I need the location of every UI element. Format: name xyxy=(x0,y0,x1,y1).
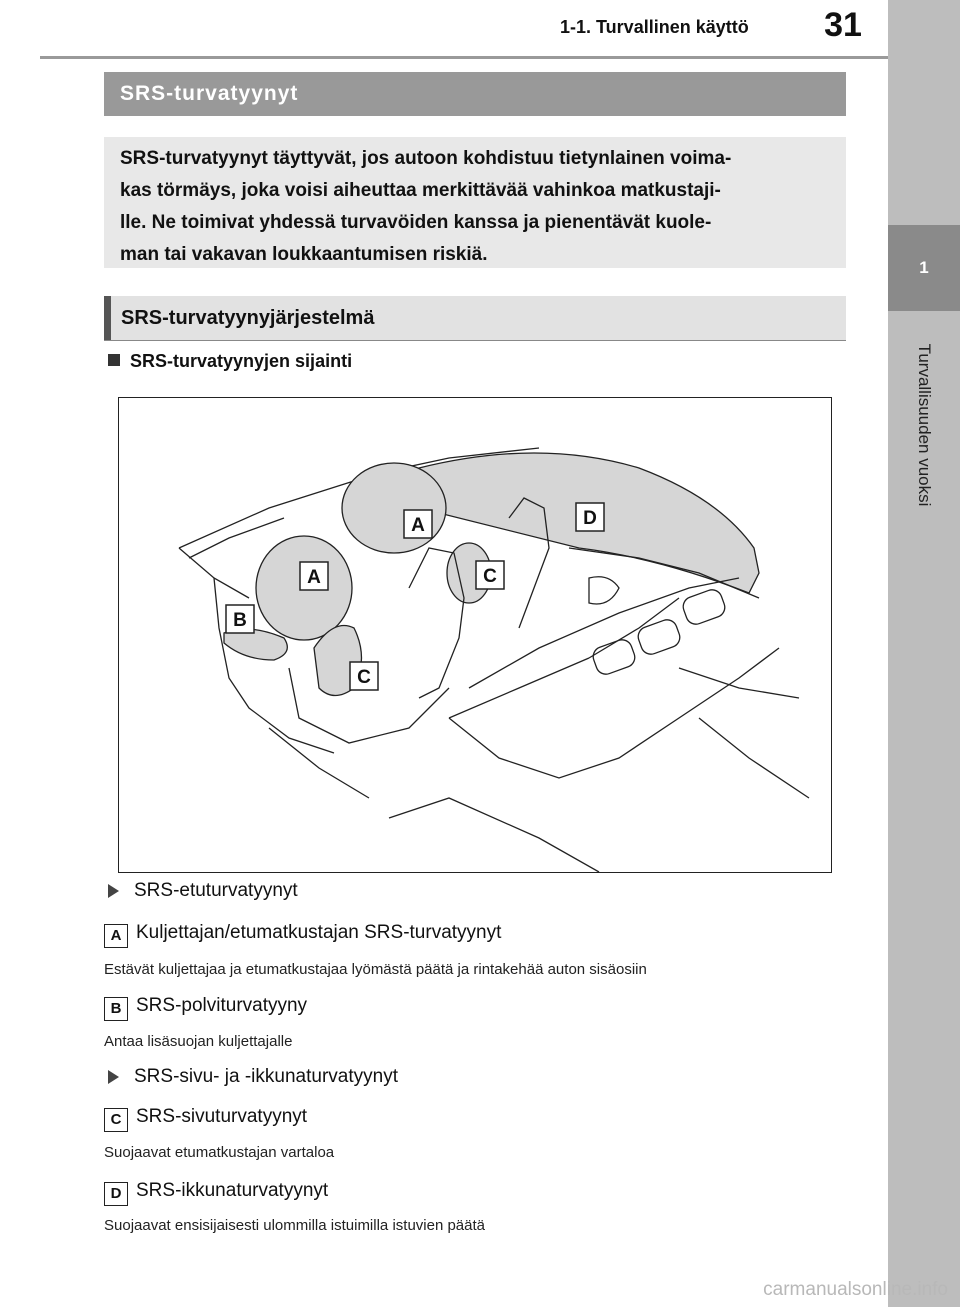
group-title: SRS-sivu- ja -ikkunaturvatyynyt xyxy=(134,1066,398,1087)
group-heading-front xyxy=(104,880,298,902)
header-divider xyxy=(40,56,888,59)
section-divider xyxy=(104,340,846,341)
legend-label: Kuljettajan/etumatkustajan SRS-turvatyynyt xyxy=(136,922,502,943)
triangle-bullet-icon xyxy=(108,884,119,898)
intro-line: kas törmäys, joka voisi aiheuttaa merkittävää vahinkoa matkustaji- xyxy=(120,180,721,201)
legend-label: SRS-polviturvatyyny xyxy=(136,995,308,1016)
callout-label: A xyxy=(411,515,425,536)
legend-description: Antaa lisäsuojan kuljettajalle xyxy=(104,1033,293,1050)
chapter-title-vertical: Turvallisuuden vuoksi xyxy=(915,343,934,507)
legend-label: SRS-sivuturvatyynyt xyxy=(136,1106,308,1127)
watermark: carmanualsonline.info xyxy=(763,1279,948,1300)
group-title: SRS-etuturvatyynyt xyxy=(134,880,298,901)
key-box: B xyxy=(104,997,128,1021)
intro-line: lle. Ne toimivat yhdessä turvavöiden kanssa ja pienentävät kuole- xyxy=(120,212,712,233)
side-tab xyxy=(888,0,960,1307)
airbag-location-illustration xyxy=(118,397,832,873)
callout-label: D xyxy=(583,508,597,529)
section-heading xyxy=(104,296,846,340)
page-title xyxy=(104,72,846,116)
key-box: D xyxy=(104,1182,128,1206)
section-header: 1-1. Turvallinen käyttö xyxy=(560,17,749,37)
callout-c-passenger xyxy=(476,561,504,589)
legend-description: Estävät kuljettajaa ja etumatkustajaa lyömästä päätä ja rintakehää auton sisäosiin xyxy=(104,961,647,978)
callout-c-driver xyxy=(350,662,378,690)
car-interior-drawing xyxy=(119,398,831,872)
subheading xyxy=(108,351,352,372)
callout-a-driver xyxy=(300,562,328,590)
callout-a-passenger xyxy=(404,510,432,538)
legend-item-d xyxy=(104,1180,328,1206)
section-heading-text: SRS-turvatyynyjärjestelmä xyxy=(121,306,375,329)
key-box: C xyxy=(104,1108,128,1132)
legend-item-c xyxy=(104,1106,307,1132)
legend-description: Suojaavat etumatkustajan vartaloa xyxy=(104,1144,335,1161)
legend-description: Suojaavat ensisijaisesti ulommilla istuimilla istuvien päätä xyxy=(104,1217,486,1234)
callout-label: C xyxy=(357,667,371,688)
page-number: 31 xyxy=(824,6,862,44)
intro-box xyxy=(104,137,846,268)
legend-label: SRS-ikkunaturvatyynyt xyxy=(136,1180,329,1201)
callout-d xyxy=(576,503,604,531)
callout-label: A xyxy=(307,567,321,588)
callout-b xyxy=(226,605,254,633)
page-title-text: SRS-turvatyynyt xyxy=(120,82,299,105)
chapter-number-tab: 1 xyxy=(888,225,960,311)
callout-label: C xyxy=(483,566,497,587)
intro-line: man tai vakavan loukkaantumisen riskiä. xyxy=(120,244,488,265)
intro-line: SRS-turvatyynyt täyttyvät, jos autoon kohdistuu tietynlainen voima- xyxy=(120,148,732,169)
callout-label: B xyxy=(233,610,247,631)
group-heading-side xyxy=(104,1066,398,1088)
key-box: A xyxy=(104,924,128,948)
square-bullet-icon xyxy=(108,354,120,366)
subheading-text: SRS-turvatyynyjen sijainti xyxy=(130,351,353,371)
legend-item-a xyxy=(104,922,501,948)
triangle-bullet-icon xyxy=(108,1070,119,1084)
legend-item-b xyxy=(104,995,307,1021)
